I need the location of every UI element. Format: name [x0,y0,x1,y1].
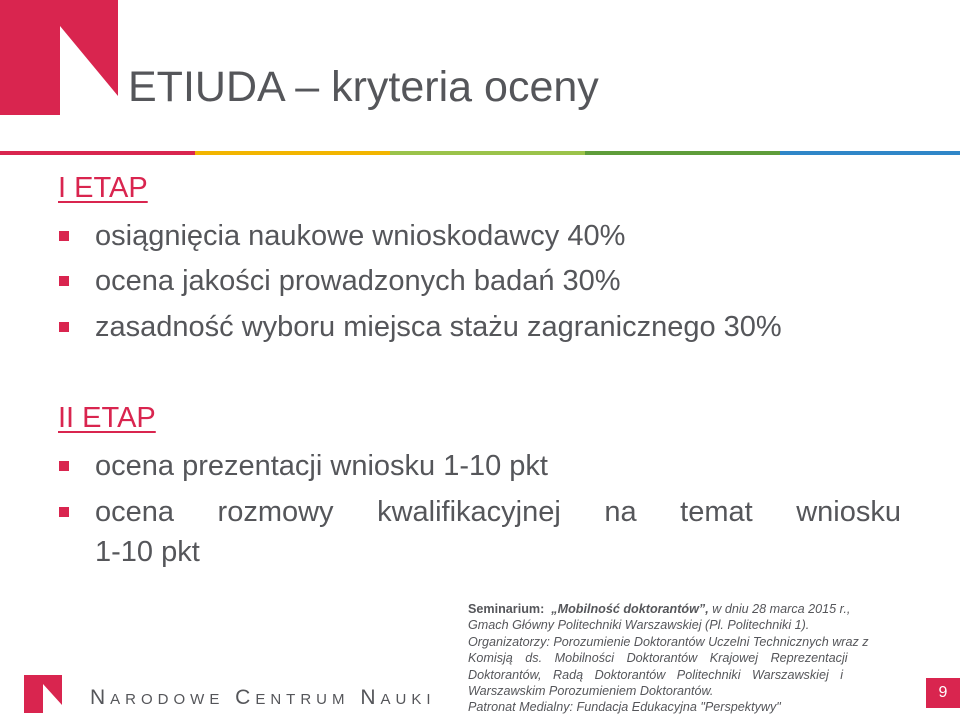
bullet-square-icon [59,276,69,286]
seminar-organizers: Komisją ds. Mobilności Doktorantów Krajowej Reprezentacji [468,651,848,666]
stage2-heading: II ETAP [58,402,156,434]
list-item-continuation: 1-10 pkt [95,536,200,568]
footer-org-name: Narodowe Centrum Nauki [90,686,436,709]
page-number: 9 [926,678,960,708]
seminar-patron: Patronat Medialny: Fundacja Edukacyjna "Perspektywy" [468,700,781,715]
bullet-square-icon [59,322,69,332]
seminar-organizers: Doktorantów, Radą Doktorantów Politechniki Warszawskiej i [468,667,844,682]
bullet-square-icon [59,231,69,241]
ncn-logo-small [24,675,62,713]
stage1-heading: I ETAP [58,172,148,204]
bullet-square-icon [59,461,69,471]
seminar-organizers: Organizatorzy: Porozumienie Doktorantów Uczelni Technicznych wraz z [468,634,869,649]
seminar-organizers: Warszawskim Porozumieniem Doktorantów. [468,684,714,699]
ncn-logo [0,0,120,115]
seminar-line: Seminarium: „Mobilność doktorantów”, w dniu 28 marca 2015 r., [468,602,851,616]
seminar-info [468,601,898,716]
slide-title: ETIUDA – kryteria oceny [128,63,599,111]
seminar-venue: Gmach Główny Politechniki Warszawskiej (Pl. Politechniki 1). [468,618,810,633]
title-color-bar [0,151,960,155]
bullet-square-icon [59,507,69,517]
